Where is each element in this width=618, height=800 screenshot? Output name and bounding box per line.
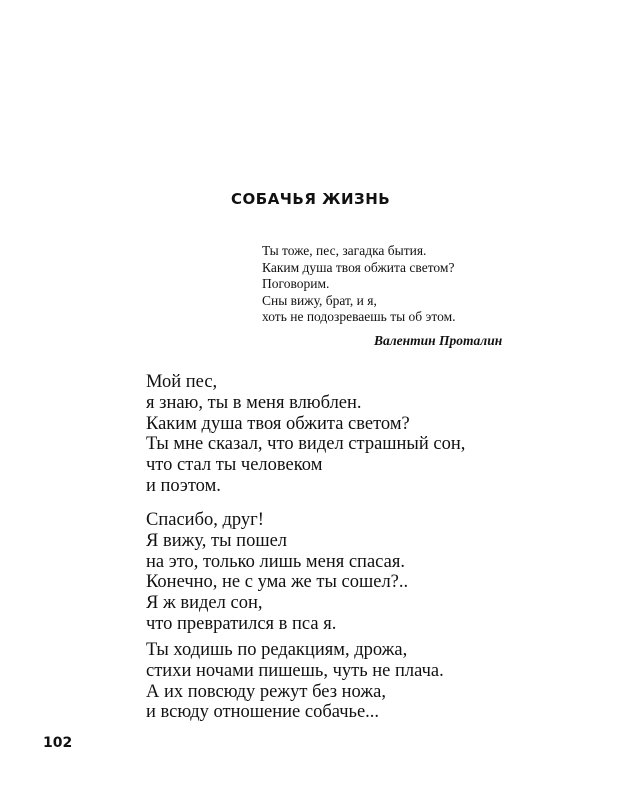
page-number: 102 bbox=[43, 735, 73, 751]
poem-line: Я ж видел сон, bbox=[146, 593, 263, 614]
epigraph-line: Ты тоже, пес, загадка бытия. bbox=[262, 243, 427, 258]
poem-line: Ты ходишь по редакциям, дрожа, bbox=[146, 640, 408, 660]
stanza-3 bbox=[146, 640, 444, 723]
epigraph-line: Сны вижу, брат, и я, bbox=[262, 292, 377, 308]
poem-line: что стал ты человеком bbox=[146, 455, 323, 476]
poem-line: и поэтом. bbox=[146, 475, 221, 496]
poem-line: А их повсюду режут без ножа, bbox=[146, 681, 386, 702]
epigraph bbox=[262, 243, 532, 326]
poem-line: что превратился в пса я. bbox=[146, 613, 337, 634]
poem-line: Каким душа твоя обжита светом? bbox=[146, 413, 410, 434]
epigraph-author: Валентин Проталин bbox=[374, 333, 503, 348]
epigraph-line: хоть не подозреваешь ты об этом. bbox=[262, 309, 456, 324]
poem-line: Я вижу, ты пошел bbox=[146, 530, 288, 551]
poem-line: на это, только лишь меня спасая. bbox=[146, 551, 405, 572]
poem-line: Конечно, не с ума же ты сошел?.. bbox=[146, 572, 409, 593]
poem-title: СОБАЧЬЯ ЖИЗНЬ bbox=[231, 190, 391, 208]
stanza-1 bbox=[146, 372, 465, 497]
poem-line: стихи ночами пишешь, чуть не плача. bbox=[146, 660, 444, 681]
poem-line: Спасибо, друг! bbox=[146, 510, 264, 530]
poem-line: Мой пес, bbox=[146, 372, 218, 392]
poem-line: и всюду отношение собачье... bbox=[146, 702, 380, 723]
poem-line: я знаю, ты в меня влюблен. bbox=[146, 392, 362, 413]
epigraph-line: Поговорим. bbox=[262, 276, 330, 291]
stanza-2 bbox=[146, 510, 408, 635]
poem-line: Ты мне сказал, что видел страшный сон, bbox=[146, 434, 466, 455]
epigraph-line: Каким душа твоя обжита светом? bbox=[262, 259, 455, 275]
